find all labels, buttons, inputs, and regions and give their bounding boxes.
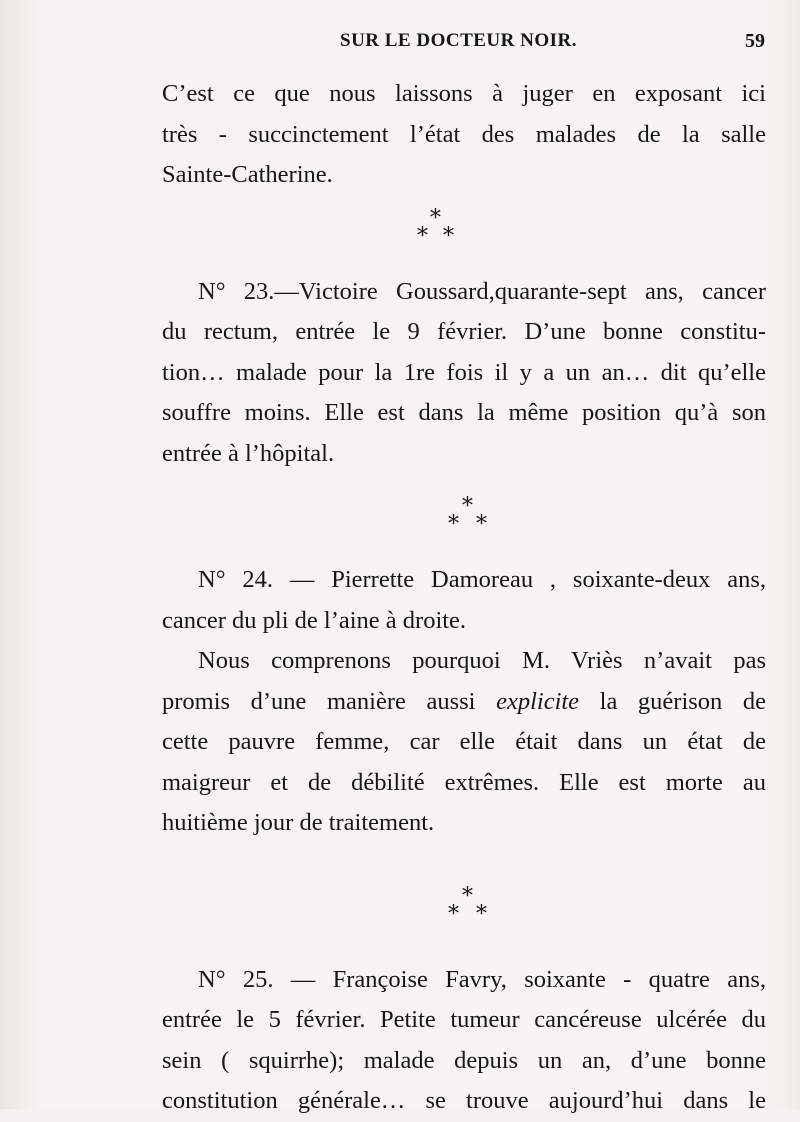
asterism-star: * (462, 494, 473, 519)
asterism-separator (162, 844, 766, 940)
asterism-star: * (476, 901, 487, 927)
asterism-star: * (448, 901, 459, 927)
text-line: du rectum, entrée le 9 février. D’une bonne constitu- (162, 318, 766, 345)
text-line: entrée le 5 février. Petite tumeur cancéreuse ulcérée du (162, 1006, 766, 1033)
text-line (162, 682, 766, 723)
text-line: N° 24. — Pierrette Damoreau , soixante-deux ans, (198, 566, 766, 593)
text-line: sein ( squirrhe); malade depuis un an, d’une bonne (162, 1046, 766, 1074)
text-line: cette pauvre femme, car elle était dans un état de (162, 728, 766, 755)
text-line: tion… malade pour la 1re fois il y a un an… dit qu’elle (162, 358, 766, 386)
text-line: Nous comprenons pourquoi M. Vriès n’avait pas (198, 647, 766, 674)
text-line: N° 23.—Victoire Goussard,quarante-sept ans, cancer (198, 277, 766, 305)
text-line: entrée à l’hôpital. (162, 439, 335, 467)
text-line: très - succinctement l’état des malades de la salle (162, 120, 766, 148)
text-line: souffre moins. Elle est dans la même position qu’à son (162, 399, 766, 426)
text-line: huitième jour de traitement. (162, 809, 435, 836)
asterism-star: * (448, 512, 459, 537)
text-line: cancer du pli de l’aine à droite. (162, 606, 467, 634)
asterism-star: * (462, 883, 473, 909)
asterism-star: * (476, 512, 487, 537)
intro-paragraph (162, 74, 766, 196)
text-line: Sainte-Catherine. (162, 161, 333, 188)
asterism-star: * (417, 223, 428, 249)
text-line: maigreur et de débilité extrêmes. Elle est morte au (162, 768, 766, 796)
text-segment: la guérison de (599, 687, 767, 715)
text-line: N° 25. — Françoise Favry, soixante - quatre ans, (198, 965, 766, 993)
text-line: C’est ce que nous laissons à juger en exposant ici (162, 80, 766, 107)
running-head: SUR LE DOCTEUR NOIR. (340, 30, 577, 51)
asterism-separator (162, 196, 766, 262)
case-23-paragraph (162, 272, 766, 475)
page-body (162, 74, 766, 1122)
page-header (160, 30, 765, 60)
commentary-paragraph (162, 641, 766, 844)
asterism-star: * (443, 223, 454, 249)
case-24-paragraph (162, 560, 766, 641)
asterism-separator (162, 474, 766, 540)
text-line: constitution générale… se trouve aujourd’hui dans le (162, 1087, 766, 1114)
emphasis-text: explicite (496, 687, 580, 715)
text-segment: promis d’une manière aussi (162, 687, 476, 715)
case-25-paragraph (162, 960, 766, 1122)
page-number: 59 (745, 30, 765, 52)
asterism-star: * (430, 205, 441, 231)
